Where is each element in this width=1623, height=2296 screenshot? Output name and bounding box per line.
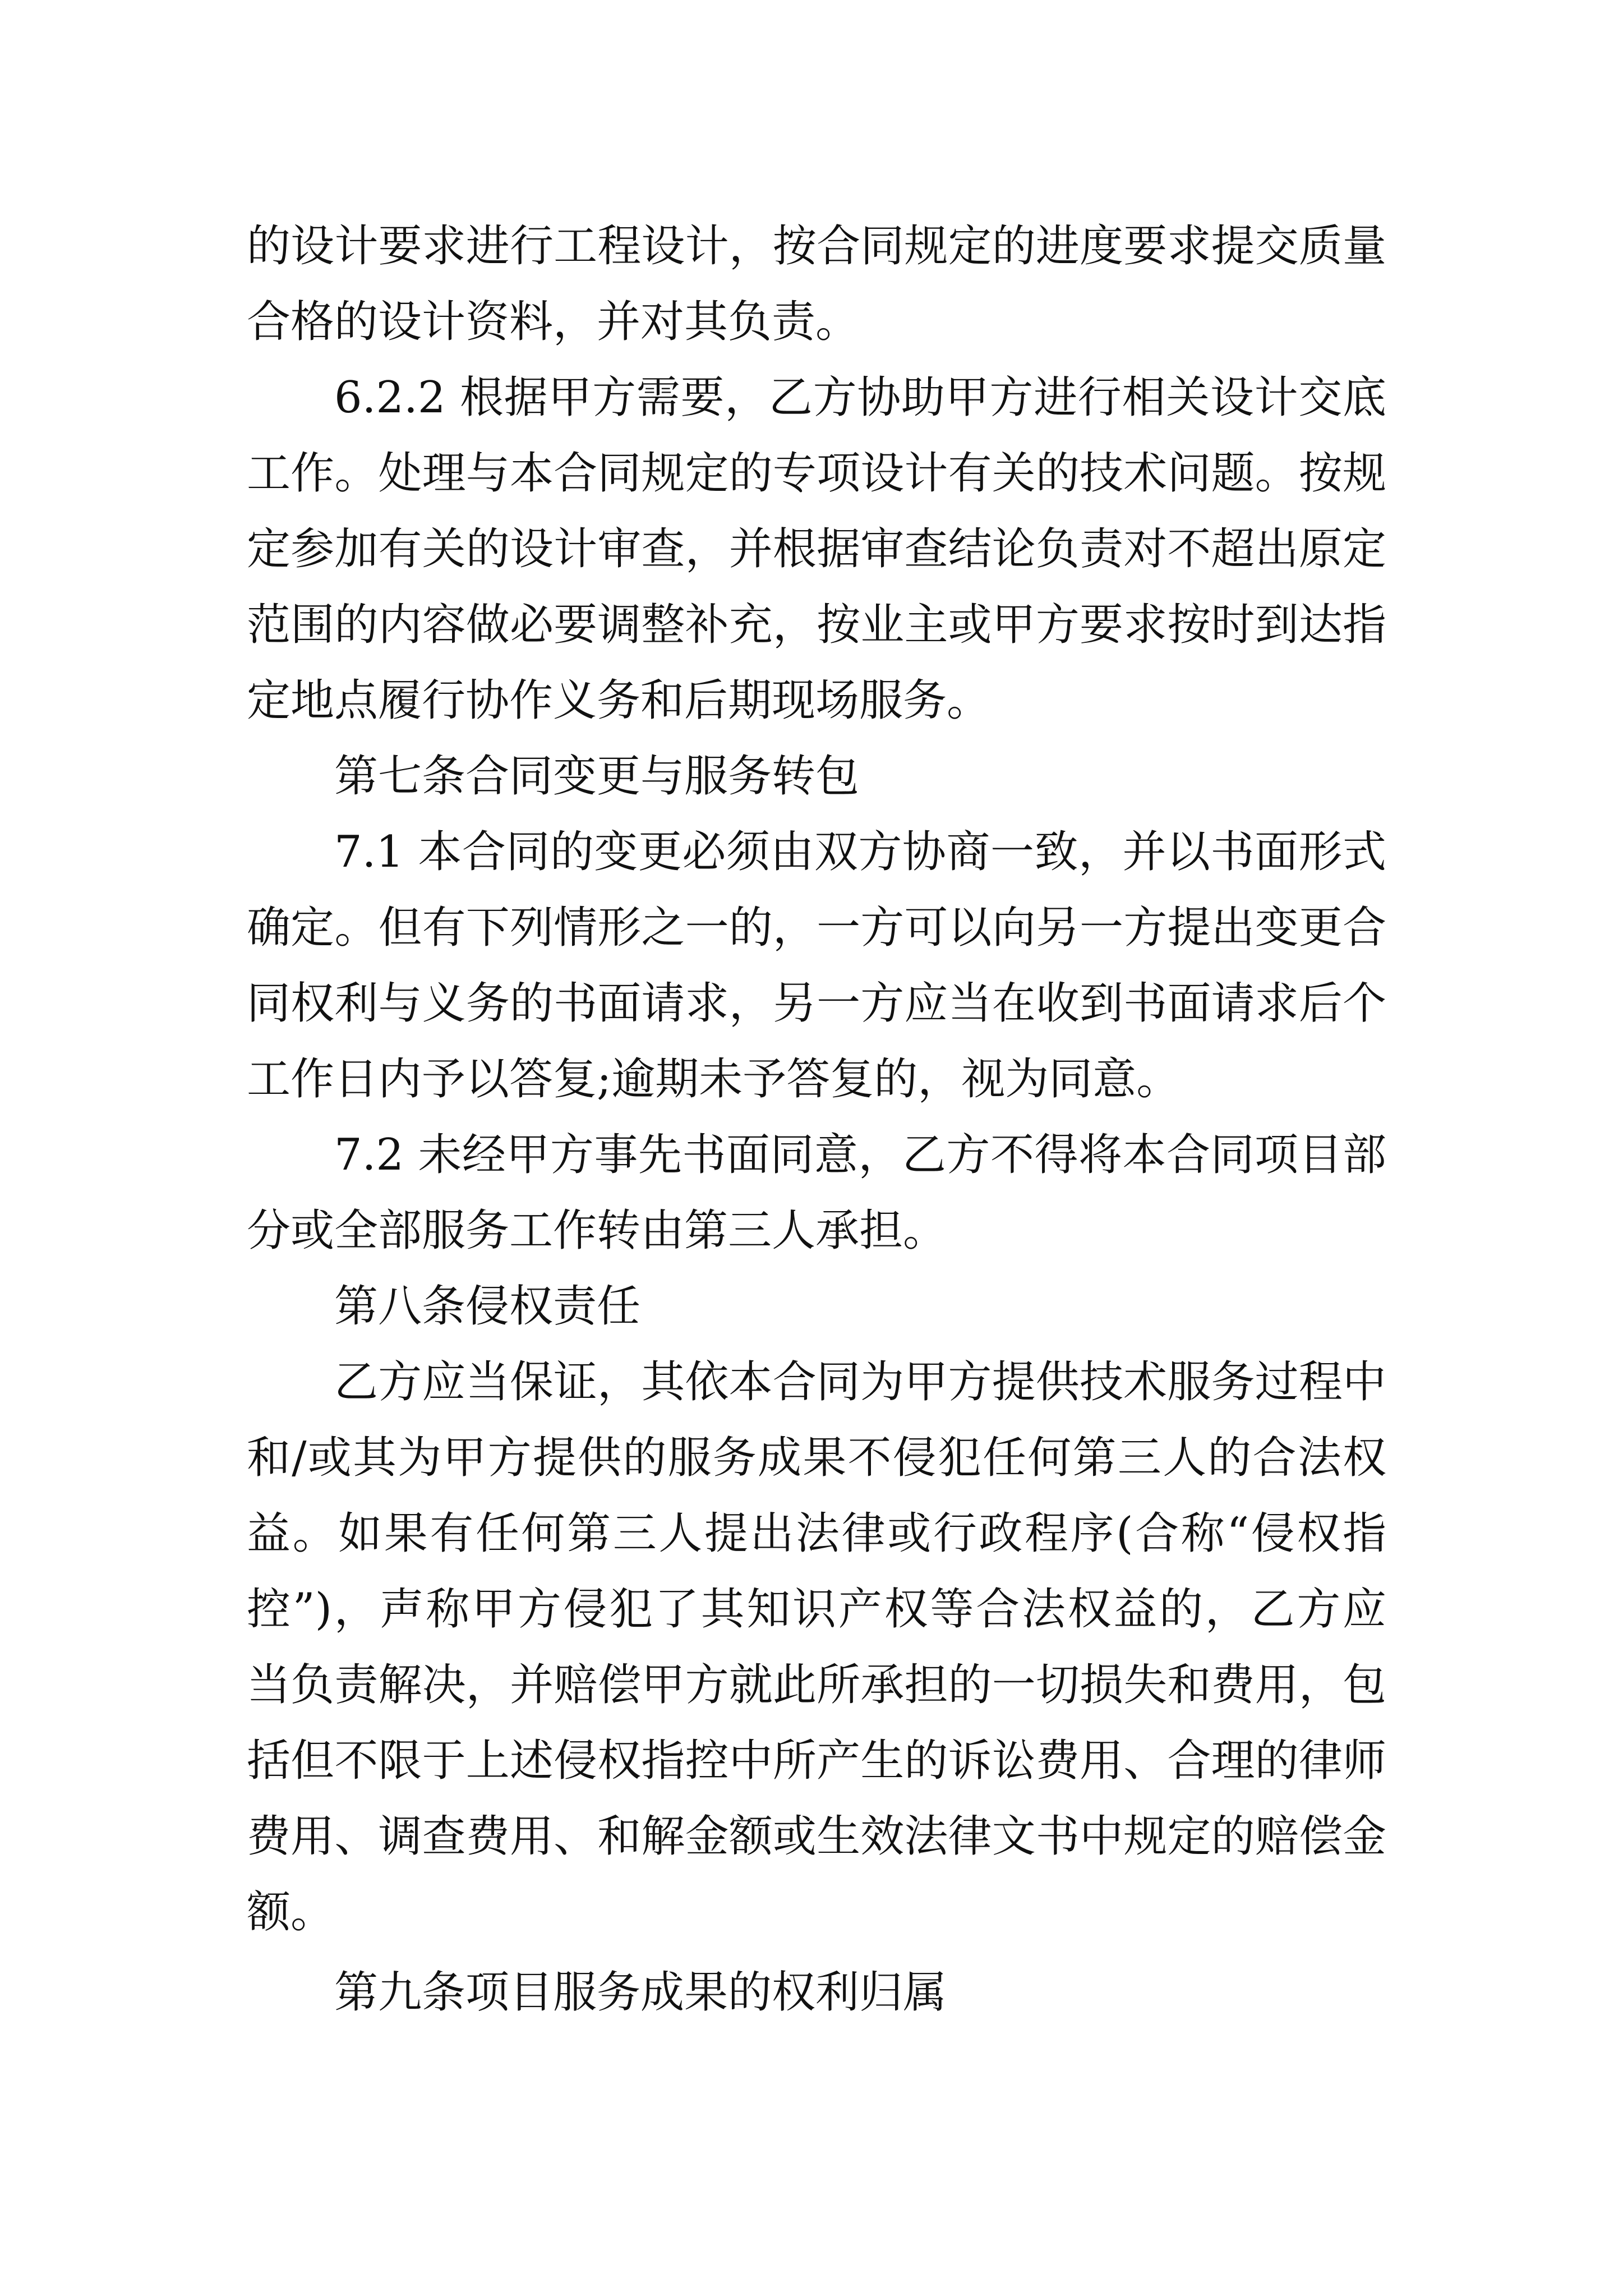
article-8-paragraph: 乙方应当保证，其依本合同为甲方提供技术服务过程中 [334, 1357, 1386, 1407]
clause-7-2: 7.2 未经甲方事先书面同意，乙方不得将本合同项目部 [334, 1130, 1386, 1180]
text-line: 括但不限于上述侵权指控中所产生的诉讼费用、合理的律师 [247, 1736, 1386, 1786]
text-line: 定地点履行协作义务和后期现场服务。 [247, 675, 991, 726]
text-line: 和/或其为甲方提供的服务成果不侵犯任何第三人的合法权 [247, 1433, 1386, 1483]
text-line: 费用、调查费用、和解金额或生效法律文书中规定的赔偿金 [247, 1811, 1386, 1862]
article-7-heading: 第七条合同变更与服务转包 [334, 751, 860, 802]
contract-text [247, 209, 1386, 2031]
text-line: 当负责解决，并赔偿甲方就此所承担的一切损失和费用，包 [247, 1660, 1386, 1710]
article-9-heading: 第九条项目服务成果的权利归属 [334, 1967, 947, 2018]
text-line: 工作日内予以答复;逾期未予答复的，视为同意。 [247, 1054, 1181, 1105]
article-8-heading: 第八条侵权责任 [334, 1281, 641, 1332]
text-line: 益。如果有任何第三人提出法律或行政程序(合称“侵权指 [247, 1508, 1386, 1559]
text-line: 定参加有关的设计审查，并根据审查结论负责对不超出原定 [247, 524, 1386, 574]
clause-7-1: 7.1 本合同的变更必须由双方协商一致，并以书面形式 [334, 827, 1386, 877]
text-line: 额。 [247, 1887, 335, 1938]
clause-6-2-2: 6.2.2 根据甲方需要，乙方协助甲方进行相关设计交底 [334, 372, 1386, 423]
text-line: 同权利与义务的书面请求，另一方应当在收到书面请求后个 [247, 978, 1386, 1029]
text-line: 控”)，声称甲方侵犯了其知识产权等合法权益的，乙方应 [247, 1584, 1386, 1635]
text-line: 分或全部服务工作转由第三人承担。 [247, 1205, 947, 1256]
text-line: 确定。但有下列情形之一的，一方可以向另一方提出变更合 [247, 903, 1386, 953]
text-line: 范围的内容做必要调整补充，按业主或甲方要求按时到达指 [247, 600, 1386, 650]
text-line: 工作。处理与本合同规定的专项设计有关的技术问题。按规 [247, 448, 1386, 499]
text-line: 合格的设计资料，并对其负责。 [247, 297, 860, 347]
text-line: 的设计要求进行工程设计，按合同规定的进度要求提交质量 [247, 221, 1386, 272]
